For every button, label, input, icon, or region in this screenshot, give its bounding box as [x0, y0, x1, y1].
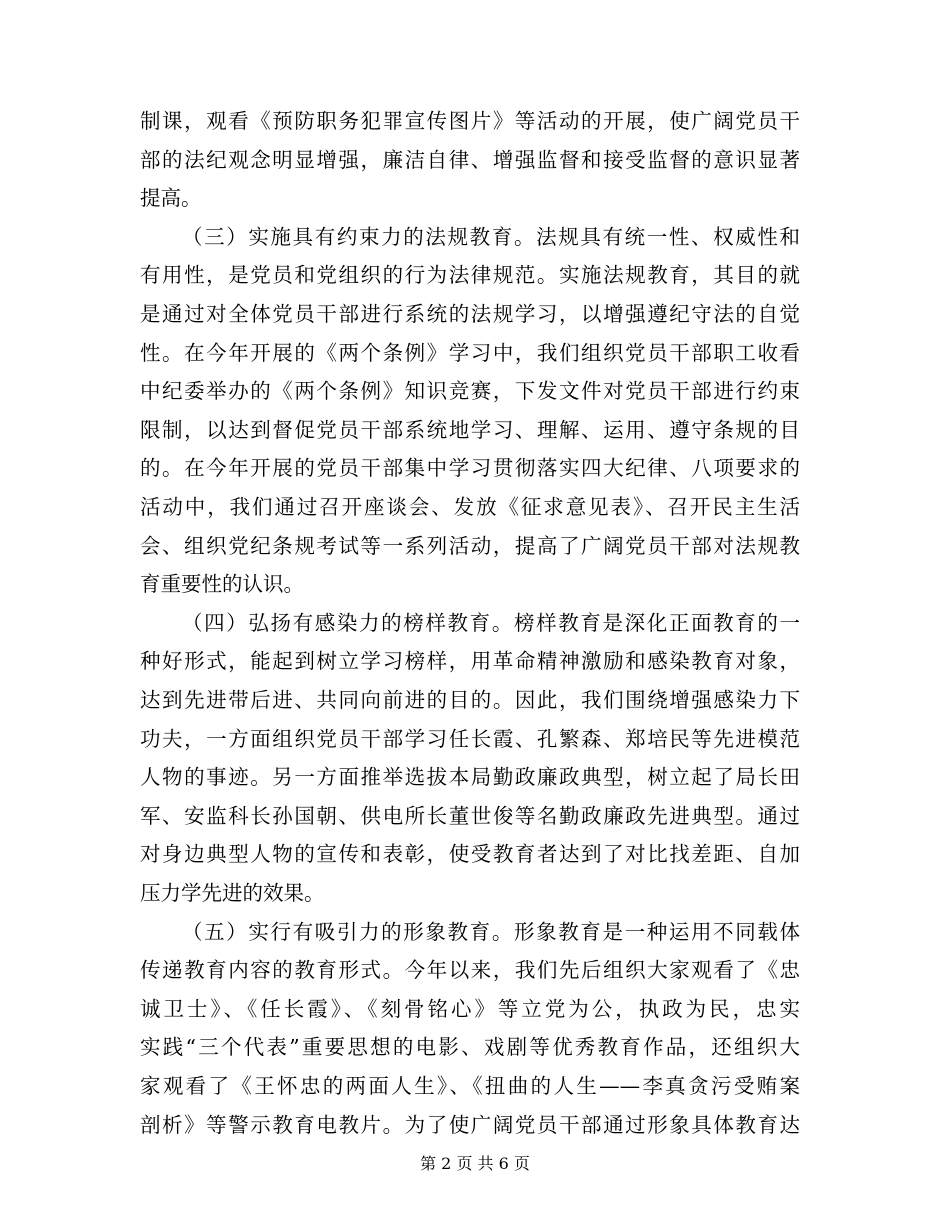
text-line: 剖析》等警示教育电教片。为了使广阔党员干部通过形象具体教育达 — [140, 1112, 800, 1137]
text-line: 会、组织党纪条规考试等一系列活动，提高了广阔党员干部对法规教 — [140, 533, 800, 558]
text-line: 制课，观看《预防职务犯罪宣传图片》等活动的开展，使广阔党员干 — [140, 109, 800, 133]
text-line: 诚卫士》、《任长霞》、《刻骨铭心》等立党为公，执政为民，忠实 — [140, 996, 800, 1021]
text-line: 达到先进带后进、共同向前进的目的。因此，我们围绕增强感染力下 — [140, 688, 800, 712]
text-line: 军、安监科长孙国朝、供电所长董世俊等名勤政廉政先进典型。通过 — [140, 803, 800, 828]
paragraph-4-heading-line: （四）弘扬有感染力的榜样教育。榜样教育是深化正面教育的一 — [182, 610, 800, 635]
text-line: 中纪委举办的《两个条例》知识竞赛，下发文件对党员干部进行约束 — [140, 379, 800, 404]
text-line: 家观看了《王怀忠的两面人生》、《扭曲的人生——李真贪污受贿案 — [140, 1074, 800, 1098]
paragraph-3-heading-line: （三）实施具有约束力的法规教育。法规具有统一性、权威性和 — [182, 224, 800, 249]
page-footer: 第 2 页 共 6 页 — [420, 1154, 530, 1173]
text-line: 性。在今年开展的《两个条例》学习中，我们组织党员干部职工收看 — [140, 340, 800, 365]
text-line: 提高。 — [140, 186, 202, 211]
text-line: 限制，以达到督促党员干部系统地学习、理解、运用、遵守条规的目 — [140, 417, 800, 442]
text-line: 活动中，我们通过召开座谈会、发放《征求意见表》、召开民主生活 — [140, 495, 800, 519]
text-line: 功夫，一方面组织党员干部学习任长霞、孔繁森、郑培民等先进模范 — [140, 726, 800, 751]
text-line: 是通过对全体党员干部进行系统的法规学习，以增强遵纪守法的自觉 — [140, 302, 800, 326]
text-line: 育重要性的认识。 — [140, 572, 304, 597]
text-line: 传递教育内容的教育形式。今年以来，我们先后组织大家观看了《忠 — [140, 958, 800, 983]
text-line: 人物的事迹。另一方面推举选拔本局勤政廉政典型，树立起了局长田 — [140, 765, 800, 790]
text-line: 的。在今年开展的党员干部集中学习贯彻落实四大纪律、八项要求的 — [140, 456, 800, 481]
text-line: 实践“三个代表”重要思想的电影、戏剧等优秀教育作品，还组织大 — [140, 1035, 800, 1060]
paragraph-5-heading-line: （五）实行有吸引力的形象教育。形象教育是一种运用不同载体 — [182, 919, 800, 944]
text-line: 部的法纪观念明显增强，廉洁自律、增强监督和接受监督的意识显著 — [140, 147, 800, 172]
text-line: 有用性，是党员和党组织的行为法律规范。实施法规教育，其目的就 — [140, 263, 800, 288]
text-line: 压力学先进的效果。 — [140, 881, 325, 905]
text-line: 种好形式，能起到树立学习榜样，用革命精神激励和感染教育对象， — [140, 649, 800, 674]
text-line: 对身边典型人物的宣传和表彰，使受教育者达到了对比找差距、自加 — [140, 842, 800, 867]
